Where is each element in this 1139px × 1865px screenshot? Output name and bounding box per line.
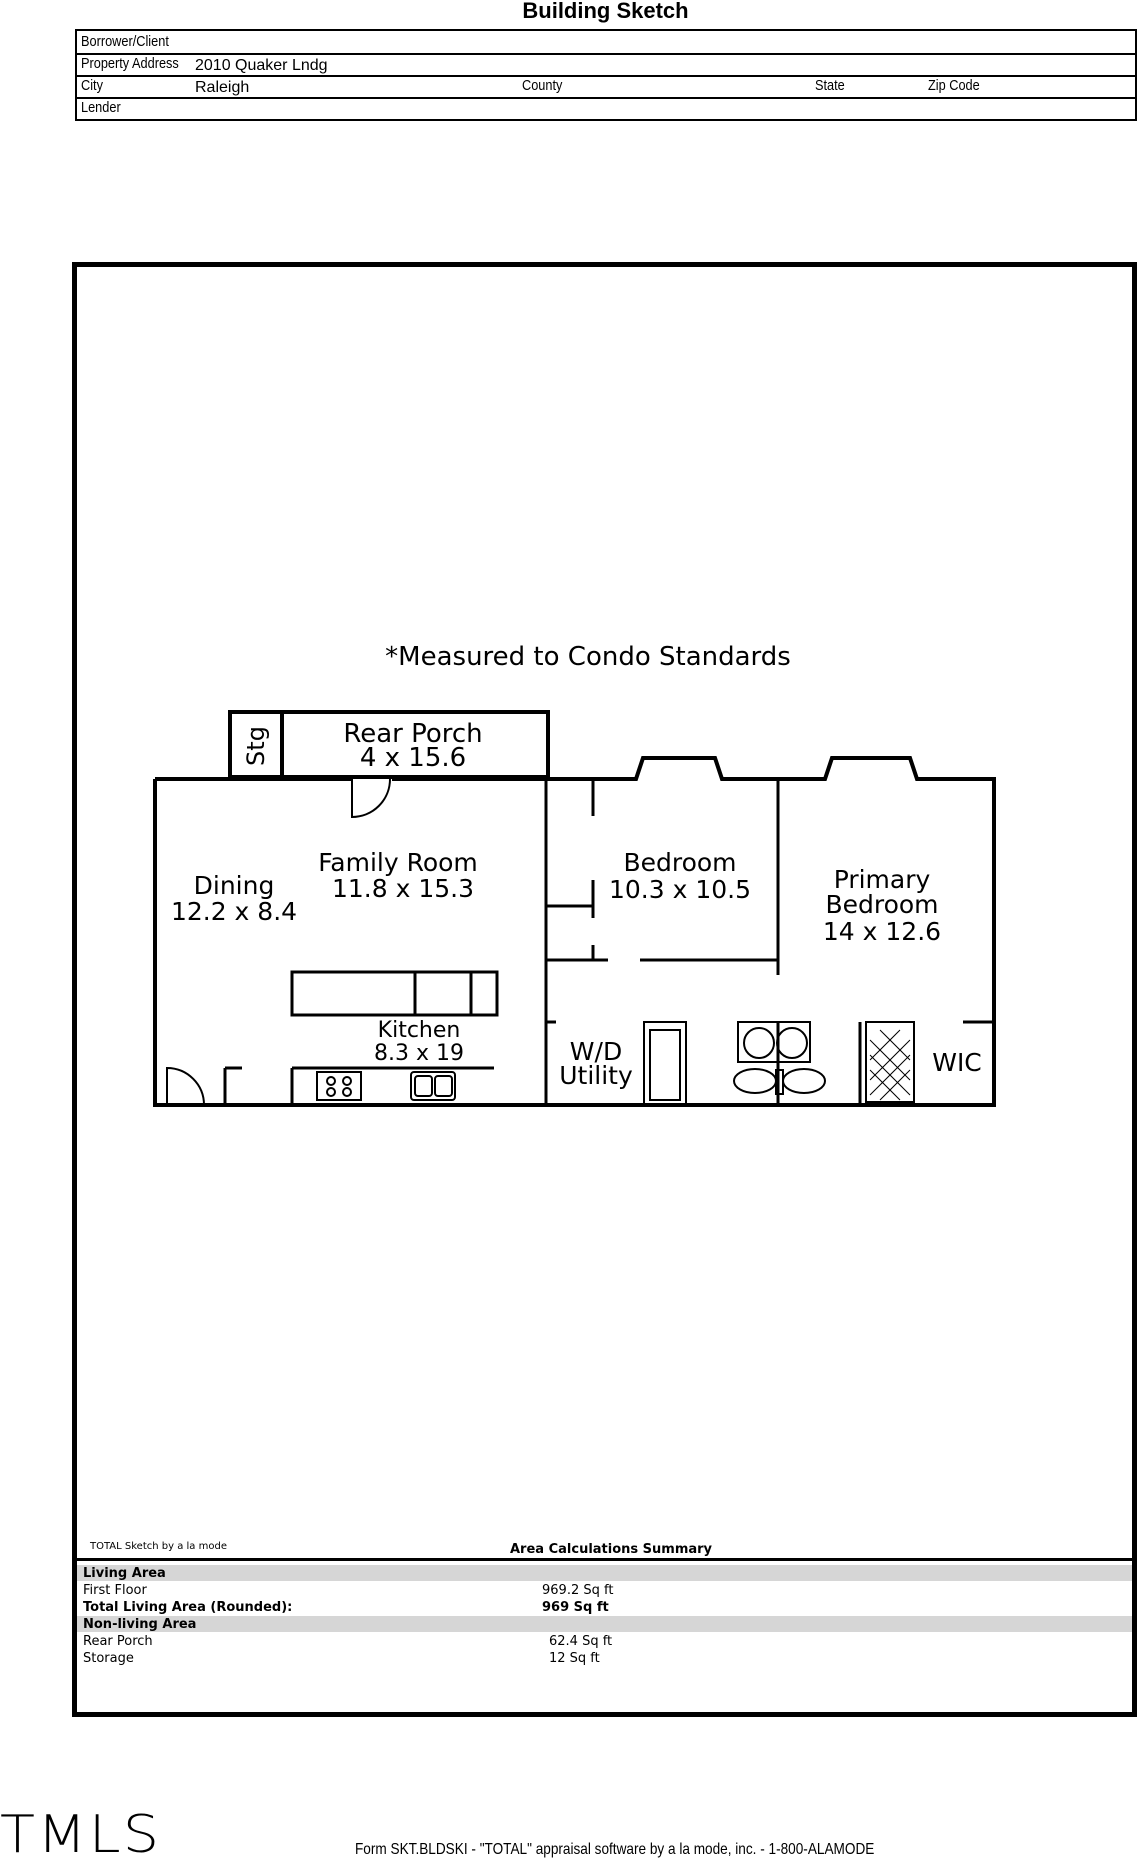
utility-label: Utility [559,1061,633,1090]
area-summary [72,1535,1137,1715]
total-living-label: Total Living Area (Rounded): [83,1600,293,1615]
summary-divider [77,1558,1132,1561]
family-room-label: Family Room [318,848,478,877]
software-label: TOTAL Sketch by a la mode [90,1541,227,1552]
first-floor-value: 969.2 Sq ft [542,1583,614,1598]
nonliving-heading: Non-living Area [83,1617,197,1632]
dining-label: Dining [193,871,275,900]
nonliving-bar [77,1616,1132,1632]
doors [167,779,390,1105]
storage-label: Stg [242,726,270,766]
rear-porch-summary-value: 62.4 Sq ft [549,1634,613,1649]
property-label: Property Address [81,55,179,72]
total-living-value: 969 Sq ft [542,1600,609,1615]
city-label: City [81,77,103,94]
rear-porch-dim: 4 x 15.6 [359,743,467,773]
zip-label: Zip Code [928,77,980,94]
property-value: 2010 Quaker Lndg [195,57,328,74]
dining-dim: 12.2 x 8.4 [170,897,298,926]
kitchen-label: Kitchen [377,1018,461,1043]
primary-bedroom-label-2: Bedroom [825,890,939,919]
closet-hatch [870,1030,910,1100]
bedroom-dim: 10.3 x 10.5 [608,875,752,904]
rear-porch-summary-label: Rear Porch [83,1634,153,1649]
wic-label: WIC [932,1048,982,1077]
living-area-heading: Living Area [83,1566,166,1581]
footer-text: Form SKT.BLDSKI - "TOTAL" appraisal software by a la mode, inc. - 1-800-ALAMODE [355,1841,875,1858]
summary-title: Area Calculations Summary [510,1542,713,1557]
lender-label: Lender [81,99,121,116]
county-label: County [522,77,563,94]
rear-porch-label: Rear Porch [343,719,483,749]
form-title: Building Sketch [522,0,689,23]
borrower-label: Borrower/Client [81,33,169,50]
state-label: State [815,77,845,94]
primary-bedroom-label-1: Primary [833,865,931,894]
city-value: Raleigh [195,79,250,96]
storage-summary-value: 12 Sq ft [549,1651,600,1666]
kitchen-island [292,972,497,1015]
condo-note: *Measured to Condo Standards [385,642,791,672]
bedroom-label: Bedroom [623,848,737,877]
storage-summary-label: Storage [83,1651,134,1666]
family-room-dim: 11.8 x 15.3 [331,874,475,903]
living-area-bar [77,1565,1132,1581]
primary-bedroom-dim: 14 x 12.6 [822,917,942,946]
first-floor-label: First Floor [83,1583,147,1598]
kitchen-dim: 8.3 x 19 [374,1041,464,1066]
wd-label: W/D [569,1037,623,1066]
tmls-watermark: TMLS [0,1805,162,1865]
